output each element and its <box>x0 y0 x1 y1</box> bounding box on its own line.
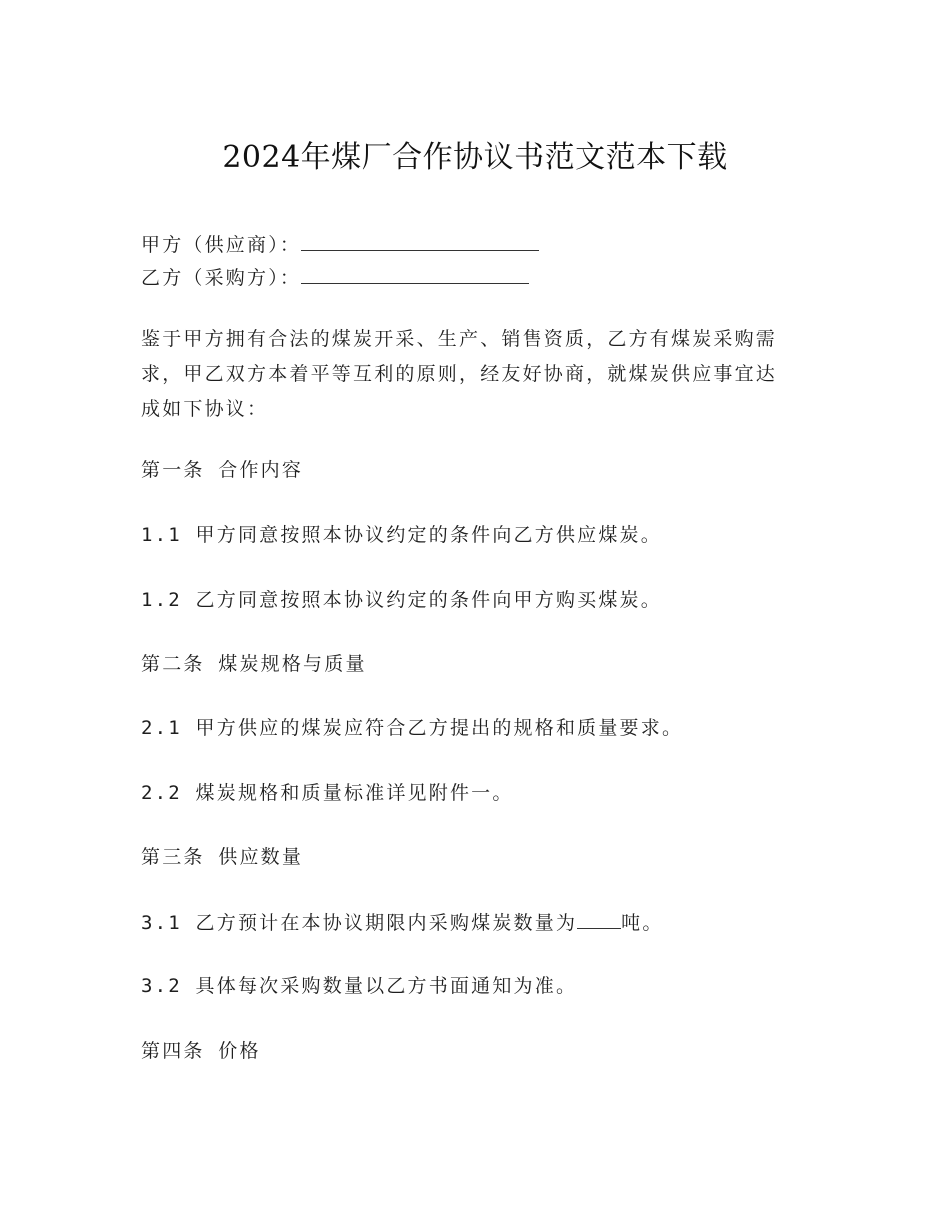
party-b-label: 乙方（采购方）： <box>141 267 302 289</box>
party-a-label: 甲方（供应商）： <box>141 234 302 256</box>
article-4-title: 第四条 价格 <box>141 1040 261 1062</box>
document-title: 2024年煤厂合作协议书范文范本下载 <box>222 140 728 175</box>
quantity-blank <box>577 906 621 929</box>
intro-line: 成如下协议： <box>141 398 269 420</box>
article-3-title: 第三条 供应数量 <box>141 846 304 868</box>
intro-paragraph <box>141 322 811 427</box>
intro-line: 鉴于甲方拥有合法的煤炭开采、生产、销售资质，乙方有煤炭采购需 <box>141 328 778 350</box>
party-a-line <box>141 228 539 261</box>
clause-1-2: 1.2 乙方同意按照本协议约定的条件向甲方购买煤炭。 <box>141 589 662 611</box>
clause-3-2: 3.2 具体每次采购数量以乙方书面通知为准。 <box>141 975 578 997</box>
clause-3-1 <box>141 906 664 939</box>
clause-2-1: 2.1 甲方供应的煤炭应符合乙方提出的规格和质量要求。 <box>141 717 684 739</box>
clause-2-2: 2.2 煤炭规格和质量标准详见附件一。 <box>141 782 514 804</box>
party-a-blank <box>301 228 539 251</box>
article-2-title: 第二条 煤炭规格与质量 <box>141 653 367 675</box>
clause-1-1: 1.1 甲方同意按照本协议约定的条件向乙方供应煤炭。 <box>141 524 662 546</box>
party-b-blank <box>301 261 529 284</box>
party-b-line <box>141 261 529 294</box>
clause-3-1-text: 3.1 乙方预计在本协议期限内采购煤炭数量为 <box>141 912 578 934</box>
article-1-title: 第一条 合作内容 <box>141 459 304 481</box>
clause-3-1-unit: 吨。 <box>621 912 664 934</box>
intro-line: 求，甲乙双方本着平等互利的原则，经友好协商，就煤炭供应事宜达 <box>141 363 778 385</box>
